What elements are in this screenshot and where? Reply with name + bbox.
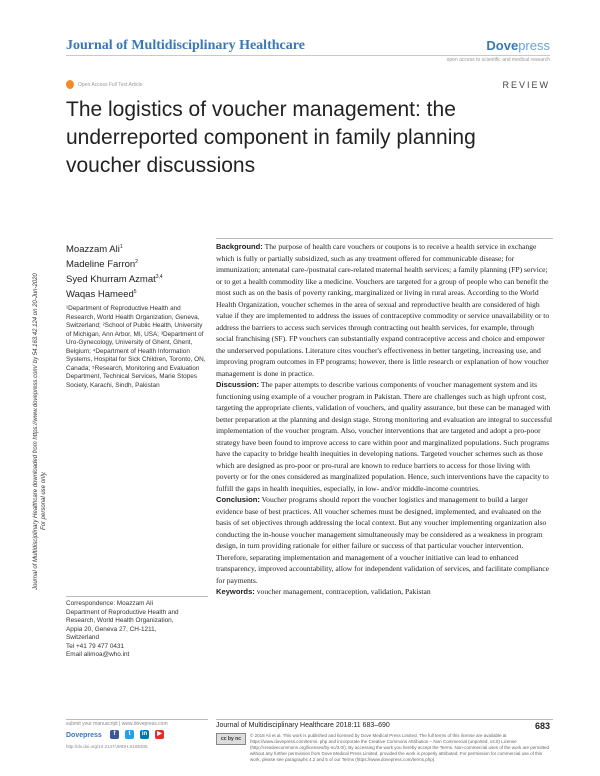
abstract-discussion: Discussion: The paper attempts to describe various components of voucher management system and its functioning using example of a voucher program in Pakistan. There are challenges such as high upfront cost, targeting the appropriate clients, validation of vouchers, and quality assurance, but these can be managed with better preparation at the planning and design stage. Strong monitoring and evaluation are integral to successful implementation of the voucher program. Also, voucher interventions that are targeted and adopt a pro-poor strategy have been found to improve access to care within poor and marginalized populations. Such programs have the capacity to bridge health inequities in developing nations. Targeted voucher schemes such as those which are designed as pro-poor or pro-rural are known to reduce barriers to access for those living with poverty or for the ones considered as marginalized population. Hence, such interventions have the capacity to fulfill the gaps in health inequities, especially, in low- and/or middle-income countries. [216,380,553,493]
publisher-logo[interactable] [486,38,550,53]
license-text: © 2018 Ali et al. This work is published and licensed by Dove Medical Press Limited. The full terms of this license are available at https://www.dovepress.com/terms. php and incorporate the Creative Commons Attribution – Non Commercial (unported, v3.0) License (http://creativecommons.org/licenses/by-nc/3.0/). By accessing the work you hereby accept the Terms. Non-commercial uses of the work are permitted without any further permission from Dove Medical Press Limited, provided the work is properly attributed. For permission for commercial use of this work, please see paragraphs 4.2 and 5 of our Terms (https://www.dovepress.com/terms.php). [250,733,550,762]
correspondence-line: Switzerland [66,634,100,641]
correspondence-phone: Tel +41 79 477 0431 [66,642,125,650]
author: Madeline Farron$^2$ [66,259,138,271]
abstract-divider [216,238,553,239]
article-title: The logistics of voucher management: the underreported component in family planning voucher discussions [66,98,476,177]
abstract-conclusion: Conclusion: Voucher programs should report the voucher logistics and management to build a larger evidence base of best practices. All voucher schemes must be designed, implemented, and evaluated on the basis of set objectives through addressing the local context. But any voucher implementing organization also conducting the in-house voucher management simultaneously may be considered as a weakness in program design, in turn providing rationale for either failure or success of that particular voucher intervention. Therefore, separating implementation and management of a voucher initiative can lead to enhanced transparency, improved accountability, allow for independent validation of services, and facilitate compliance for payments. [216,495,550,585]
submit-manuscript-link[interactable]: submit your manuscript | www.dovepress.com [66,721,168,727]
social-links [110,730,164,739]
publisher-logo-suffix: press [518,38,550,53]
affiliations: ¹Department of Reproductive Health and Research, World Health Organization, Geneva, Switzerland; ²School of Public Health, University of Michigan, Ann Arbor, MI, USA; ³Department of Uro-Gynecology, University of Ghent, Ghent, Belgium; ⁴Department of Health Information Systems, Hospital for Sick Children, Toronto, ON, Canada; ⁵Research, Monitoring and Evaluation Department, Technical Services, Marie Stopes Society, Karachi, Sindh, Pakistan [66,305,206,389]
side-notice-line2: For personal use only. [41,471,47,530]
author-list [66,241,163,302]
correspondence-line: Research, World Health Organization, [66,617,174,624]
author: Syed Khurram Azmat$^{3,4}$ [66,274,163,286]
side-notice-line1: Journal of Multidisciplinary Healthcare downloaded from https://www.dovepress.com/ by 54.163.42.124 on 20-Jun-2020 [33,273,39,590]
correspondence-line: Department of Reproductive Health and [66,608,179,616]
correspondence-divider [66,596,208,597]
article-type: REVIEW [502,80,550,90]
twitter-icon[interactable]: t [125,730,134,739]
license-block [216,733,553,763]
correspondence-line: Appia 20, Geneva 27, CH-1211, [66,625,157,633]
abstract [216,241,553,598]
author: Waqas Hameed$^5$ [66,289,137,301]
footer-publisher-logo[interactable]: Dovepress [66,732,102,739]
open-access-label: Open Access Full Text Article [78,81,143,88]
page-number: 683 [534,721,550,731]
footer-divider-left [66,719,208,720]
header-divider [66,55,550,56]
linkedin-icon[interactable]: in [141,731,148,737]
facebook-icon[interactable]: f [110,730,119,739]
publisher-tagline: open access to scientific and medical research [446,57,550,63]
correspondence-email[interactable]: Email alimoa@who.int [66,651,130,658]
footer-journal-reference: Journal of Multidisciplinary Healthcare 2018:11 683–690 [216,722,390,729]
correspondence-label: Correspondence: Moazzam Ali [66,600,154,607]
side-download-notice [6,130,47,590]
footer-divider-right [216,719,553,720]
abstract-background: Background: The purpose of health care vouchers or coupons is to receive a health service in exchange which is fully or partially subsidized, such as any treatment offered for communicable disease; for immunization; antenatal care-/postnatal care-related maternal health services; a family planning (FP) service; or to get a health commodity like a medicine. Vouchers are targeted for a group of people who can benefit the most such as on the basis of poverty ranking, marginalized or living in rural areas. According to the World Health Organization, voucher schemes in the area of sexual and reproductive health are considered of high value if they are implemented to address the issues of contraceptive commodity or service unavailability or to address the barriers to access such services through contracting out health services, for example, through social franchising (SF). FP vouchers can substantially expand contraceptive access and choice and empower the underserved populations. Literature cites voucher's effectiveness in better targeting, increasing use, and improving program outcomes in FP programs; however, there is little research or explanation of how voucher management is done in practice. [216,242,550,378]
journal-title[interactable]: Journal of Multidisciplinary Healthcare [66,38,305,53]
correspondence [66,600,208,660]
open-access-icon [66,80,74,89]
author: Moazzam Ali$^1$ [66,244,123,256]
creative-commons-icon[interactable]: cc by nc [216,733,246,745]
publisher-logo-main: Dove [486,38,519,53]
doi-link[interactable]: http://dx.doi.org/10.2147/JMDH.S185305 [66,744,148,749]
open-access-badge [66,80,142,89]
youtube-icon[interactable]: ▶ [155,730,164,739]
abstract-keywords: Keywords: voucher management, contraception, validation, Pakistan [216,587,431,596]
